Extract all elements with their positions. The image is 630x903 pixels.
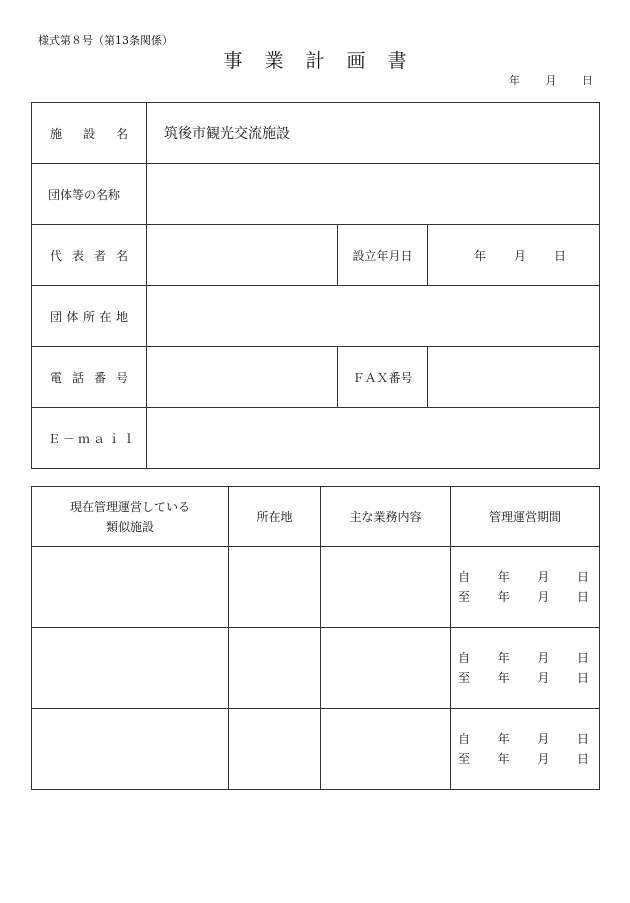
similar-facility-header: [32, 487, 229, 547]
group-name-label: 団体等の名称: [32, 164, 147, 225]
representative-label-char: 表: [71, 248, 84, 263]
facility-name-label: [32, 103, 147, 164]
management-period-cell[interactable]: [451, 628, 600, 709]
year-label: 年: [497, 590, 510, 604]
month-label: 月: [537, 590, 550, 604]
similar-facility-header-line1: 現在管理運営している: [69, 499, 190, 514]
established-date: [428, 247, 599, 264]
month-label: 月: [537, 671, 550, 685]
main-business-header: 主な業務内容: [321, 487, 451, 547]
management-period-cell[interactable]: [451, 547, 600, 628]
facilities-table: [31, 486, 600, 790]
table-row: [32, 709, 600, 790]
main-business-cell[interactable]: [321, 547, 451, 628]
phone-field[interactable]: [147, 347, 338, 408]
main-business-cell[interactable]: [321, 709, 451, 790]
day-label: 日: [553, 248, 566, 263]
phone-label-char: 号: [115, 370, 128, 385]
month-label: 月: [537, 651, 550, 665]
address-label: [32, 286, 147, 347]
address-label-char: 地: [115, 309, 128, 324]
period-to: [458, 668, 589, 688]
established-label: 設立年月日: [338, 225, 428, 286]
period-from: [458, 648, 589, 668]
email-field[interactable]: [147, 408, 600, 469]
to-label: 至: [458, 752, 471, 766]
email-row: [32, 408, 600, 469]
representative-label: [32, 225, 147, 286]
management-period-header: 管理運営期間: [451, 487, 600, 547]
day-label: 日: [576, 732, 589, 746]
to-label: 至: [458, 590, 471, 604]
main-business-cell[interactable]: [321, 628, 451, 709]
similar-facility-cell[interactable]: [32, 547, 229, 628]
fax-label: ＦＡＸ番号: [338, 347, 428, 408]
address-label-char: 在: [99, 309, 112, 324]
to-label: 至: [458, 671, 471, 685]
location-cell[interactable]: [229, 628, 321, 709]
year-label: 年: [474, 248, 487, 263]
day-label: 日: [576, 671, 589, 685]
location-cell[interactable]: [229, 547, 321, 628]
year-label: 年: [497, 671, 510, 685]
day-label: 日: [576, 590, 589, 604]
fax-field[interactable]: [428, 347, 600, 408]
representative-label-char: 者: [93, 248, 106, 263]
page-title: 事業計画書: [223, 50, 429, 72]
location-cell[interactable]: [229, 709, 321, 790]
month-label: 月: [537, 570, 550, 584]
year-label: 年: [497, 570, 510, 584]
from-label: 自: [458, 732, 471, 746]
phone-label-text: [32, 369, 146, 386]
group-name-row: [32, 164, 600, 225]
phone-label: [32, 347, 147, 408]
phone-label-char: 電: [50, 370, 63, 385]
similar-facility-header-line2: 類似施設: [105, 519, 154, 534]
month-label: 月: [545, 74, 557, 87]
phone-label-char: 番: [93, 370, 106, 385]
address-label-char: 体: [66, 309, 79, 324]
similar-facility-cell[interactable]: [32, 628, 229, 709]
period-from: [458, 567, 589, 587]
similar-facility-cell[interactable]: [32, 709, 229, 790]
month-label: 月: [537, 752, 550, 766]
year-label: 年: [497, 732, 510, 746]
year-label: 年: [497, 752, 510, 766]
address-label-char: 団: [50, 309, 63, 324]
representative-label-text: [32, 247, 146, 264]
facility-name-label-char: 施: [50, 126, 63, 141]
info-table: [31, 102, 600, 469]
address-label-char: 所: [82, 309, 95, 324]
year-label: 年: [497, 651, 510, 665]
table-row: [32, 547, 600, 628]
representative-row: [32, 225, 600, 286]
facility-name-field[interactable]: 筑後市観光交流施設: [147, 103, 600, 164]
from-label: 自: [458, 570, 471, 584]
group-name-field[interactable]: [147, 164, 600, 225]
management-period-cell[interactable]: [451, 709, 600, 790]
phone-label-char: 話: [71, 370, 84, 385]
established-date-field[interactable]: [428, 225, 600, 286]
facility-name-label-char: 設: [82, 126, 95, 141]
representative-label-char: 名: [115, 248, 128, 263]
from-label: 自: [458, 651, 471, 665]
location-header: 所在地: [229, 487, 321, 547]
day-label: 日: [576, 570, 589, 584]
period-to: [458, 749, 589, 769]
address-row: [32, 286, 600, 347]
day-label: 日: [576, 752, 589, 766]
year-label: 年: [509, 74, 520, 87]
phone-row: [32, 347, 600, 408]
period-to: [458, 587, 589, 607]
address-field[interactable]: [147, 286, 600, 347]
facilities-header-row: [32, 487, 600, 547]
day-label: 日: [576, 651, 589, 665]
month-label: 月: [537, 732, 550, 746]
representative-field[interactable]: [147, 225, 338, 286]
period-from: [458, 729, 589, 749]
address-label-text: [32, 308, 146, 325]
form-number: 様式第８号（第13条関係）: [38, 34, 173, 47]
month-label: 月: [513, 248, 526, 263]
table-row: [32, 628, 600, 709]
email-label: Ｅ－ｍａｉｌ: [32, 408, 147, 469]
facility-name-label-text: [32, 125, 146, 142]
day-label: 日: [582, 74, 593, 87]
facility-name-label-char: 名: [115, 126, 128, 141]
representative-label-char: 代: [50, 248, 63, 263]
header-date: [509, 72, 593, 88]
facility-name-row: [32, 103, 600, 164]
